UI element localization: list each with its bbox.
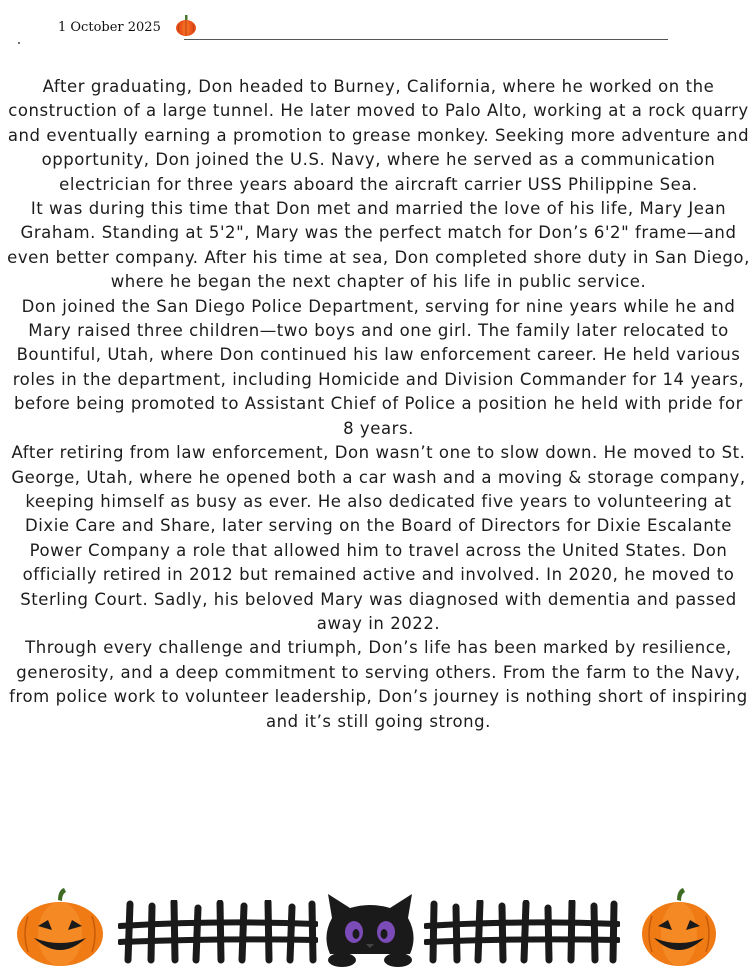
paragraph-marriage: It was during this time that Don met and married the love of his life, Mary Jean Graham. Standing at 5'2", Mary was the perfect match for Don’s 6'2" frame—and even better company. After his time at sea, Don completed shore duty in San Diego, where he began the next chapter of his life in public service. [7, 199, 750, 292]
scan-speck [18, 42, 20, 44]
biography-text [6, 75, 751, 734]
fence-right-icon [424, 900, 620, 964]
fence-left-icon [118, 900, 318, 964]
jack-o-lantern-right-icon [640, 886, 718, 968]
paragraph-police: Don joined the San Diego Police Department, serving for nine years while he and Mary raised three children—two boys and one girl. The family later relocated to Bountiful, Utah, where Don continued his law enforcement career. He held various roles in the department, including Homicide and Division Commander for 14 years, before being promoted to Assistant Chief of Police a position he held with pride for 8 years. [12, 296, 745, 438]
date-label: 1 October 2025 [58, 20, 161, 35]
jack-o-lantern-left-icon [14, 886, 106, 968]
header-rule [184, 39, 668, 40]
paragraph-closing: Through every challenge and triumph, Don’s life has been marked by resilience, generosity, and a deep commitment to serving others. From the farm to the Navy, from police work to volunteer leadership, Don’s journey is nothing short of inspiring and it’s still going strong. [9, 638, 748, 731]
paragraph-retirement: After retiring from law enforcement, Don wasn’t one to slow down. He moved to St. George, Utah, where he opened both a car wash and a moving & storage company, keeping himself as busy as ever. He also dedicated five years to volunteering at Dixie Care and Share, later serving on the Board of Directors for Dixie Escalante Power Company a role that allowed him to travel across the United States. Don officially retired in 2012 but remained active and involved. In 2020, he moved to Sterling Court. Sadly, his beloved Mary was diagnosed with dementia and passed away in 2022. [11, 443, 746, 633]
halloween-footer [0, 880, 755, 971]
paragraph-navy: After graduating, Don headed to Burney, California, where he worked on the construction of a large tunnel. He later moved to Palo Alto, working at a rock quarry and eventually earning a promotion to grease monkey. Seeking more adventure and opportunity, Don joined the U.S. Navy, where he served as a communication electrician for three years aboard the aircraft carrier USS Philippine Sea. [7, 77, 750, 194]
page-header [58, 18, 668, 44]
pumpkin-icon [174, 14, 198, 38]
black-cat-icon [318, 892, 422, 968]
